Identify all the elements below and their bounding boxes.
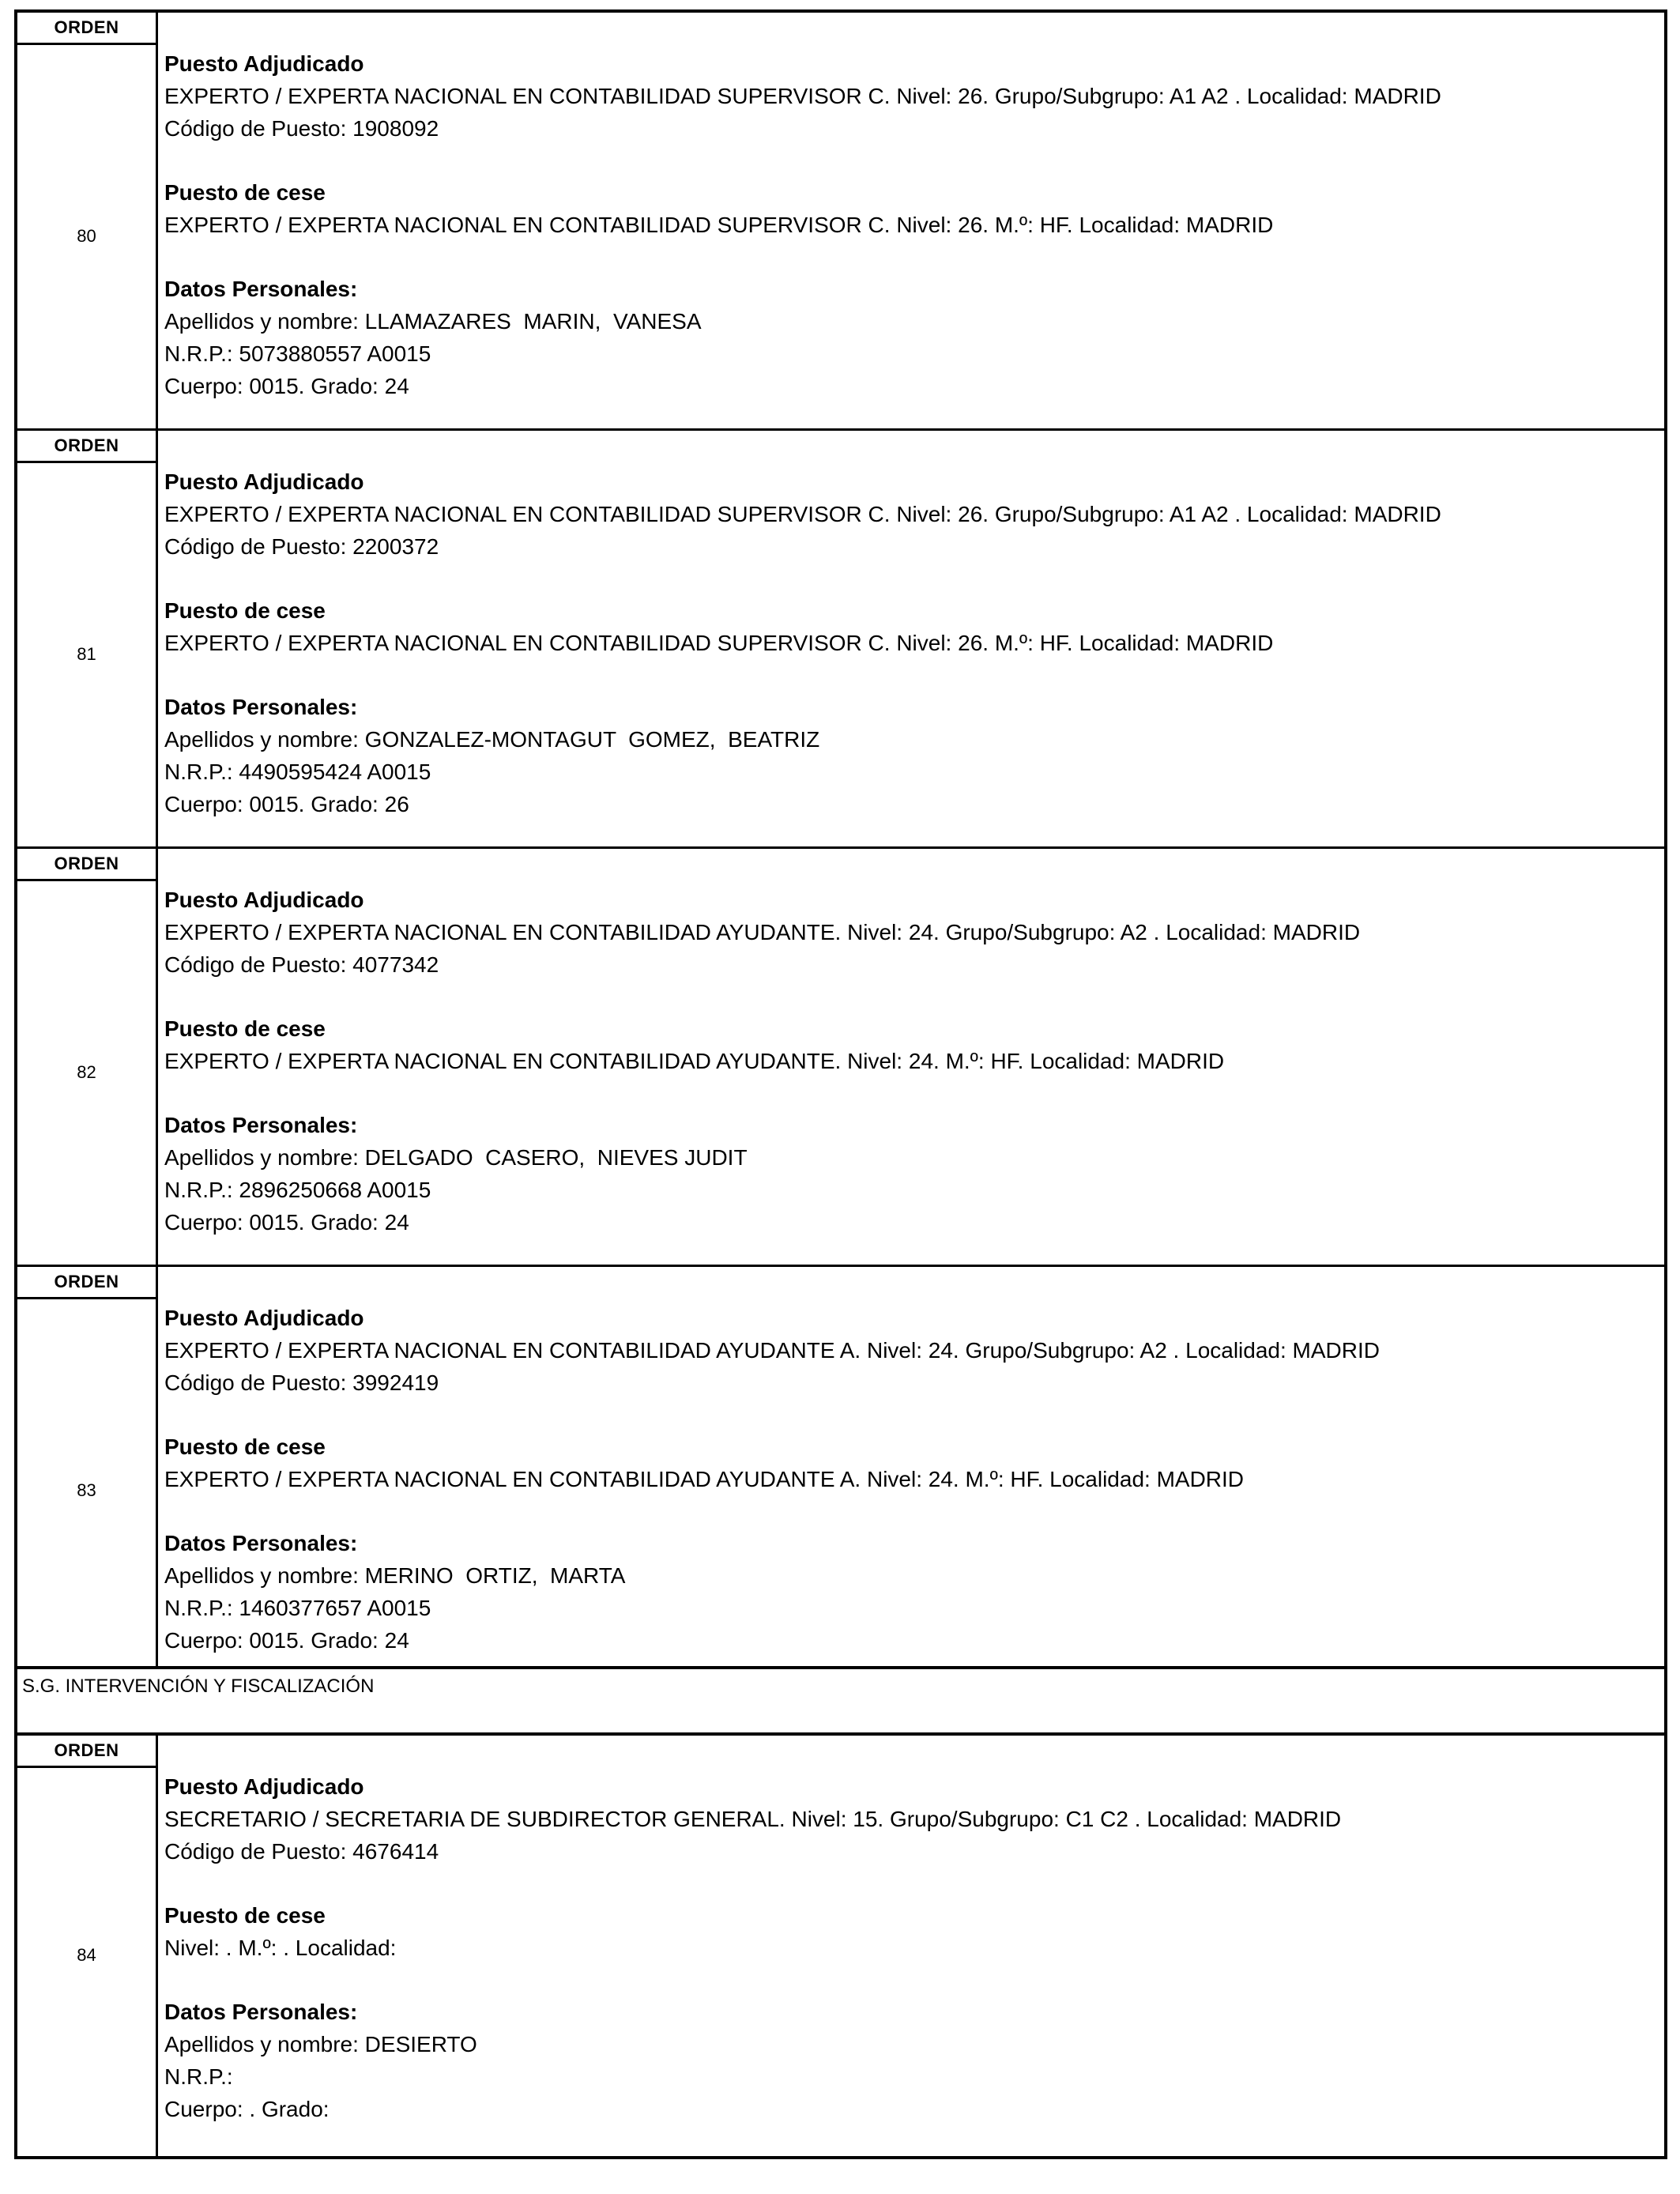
orden-cell <box>17 431 158 846</box>
orden-cell <box>17 1267 158 1666</box>
puesto-adjudicado-heading: Puesto Adjudicado <box>164 1306 364 1330</box>
puesto-adjudicado-heading: Puesto Adjudicado <box>164 888 364 912</box>
codigo-puesto: Código de Puesto: 2200372 <box>164 534 439 559</box>
orden-header: ORDEN <box>17 1267 156 1299</box>
orden-number: 81 <box>77 644 96 664</box>
cuerpo-grado: Cuerpo: 0015. Grado: 24 <box>164 374 409 398</box>
datos-personales-heading: Datos Personales: <box>164 1113 358 1137</box>
entry-row <box>17 1267 1664 1666</box>
puesto-adjudicado-text: EXPERTO / EXPERTA NACIONAL EN CONTABILIDAD AYUDANTE A. Nivel: 24. Grupo/Subgrupo: A2 . Localidad: MADRID <box>164 1338 1380 1363</box>
puesto-cese-text: Nivel: . M.º: . Localidad: <box>164 1936 397 1960</box>
orden-header: ORDEN <box>17 1736 156 1768</box>
entry-details <box>158 431 1664 846</box>
apellidos-nombre: Apellidos y nombre: GONZALEZ-MONTAGUT GOMEZ, BEATRIZ <box>164 727 820 752</box>
puesto-cese-heading: Puesto de cese <box>164 180 326 205</box>
puesto-cese-text: EXPERTO / EXPERTA NACIONAL EN CONTABILIDAD SUPERVISOR C. Nivel: 26. M.º: HF. Localidad: MADRID <box>164 213 1274 237</box>
cuerpo-grado: Cuerpo: 0015. Grado: 26 <box>164 792 409 816</box>
entry-row <box>17 1736 1664 2156</box>
section-title: S.G. INTERVENCIÓN Y FISCALIZACIÓN <box>22 1676 375 1697</box>
orden-header: ORDEN <box>17 849 156 881</box>
datos-personales-heading: Datos Personales: <box>164 1531 358 1555</box>
apellidos-nombre: Apellidos y nombre: DESIERTO <box>164 2032 477 2056</box>
codigo-puesto: Código de Puesto: 1908092 <box>164 116 439 141</box>
puesto-cese-text: EXPERTO / EXPERTA NACIONAL EN CONTABILIDAD AYUDANTE A. Nivel: 24. M.º: HF. Localidad: MADRID <box>164 1467 1245 1491</box>
puesto-adjudicado-text: EXPERTO / EXPERTA NACIONAL EN CONTABILIDAD AYUDANTE. Nivel: 24. Grupo/Subgrupo: A2 . Localidad: MADRID <box>164 920 1361 944</box>
entry-details <box>158 1736 1664 2156</box>
apellidos-nombre: Apellidos y nombre: DELGADO CASERO, NIEVES JUDIT <box>164 1145 748 1170</box>
orden-number: 83 <box>77 1480 96 1500</box>
puesto-adjudicado-text: SECRETARIO / SECRETARIA DE SUBDIRECTOR GENERAL. Nivel: 15. Grupo/Subgrupo: C1 C2 . Localidad: MADRID <box>164 1807 1342 1831</box>
orden-header: ORDEN <box>17 431 156 463</box>
nrp: N.R.P.: <box>164 2064 233 2089</box>
orden-number: 82 <box>77 1062 96 1082</box>
nrp: N.R.P.: 5073880557 A0015 <box>164 341 431 366</box>
entry-row <box>17 431 1664 849</box>
codigo-puesto: Código de Puesto: 3992419 <box>164 1370 439 1395</box>
cuerpo-grado: Cuerpo: 0015. Grado: 24 <box>164 1210 409 1235</box>
nrp: N.R.P.: 4490595424 A0015 <box>164 760 431 784</box>
puesto-adjudicado-text: EXPERTO / EXPERTA NACIONAL EN CONTABILIDAD SUPERVISOR C. Nivel: 26. Grupo/Subgrupo: A1 A2 . Localidad: MADRID <box>164 84 1441 108</box>
cuerpo-grado: Cuerpo: . Grado: <box>164 2097 330 2121</box>
puesto-adjudicado-heading: Puesto Adjudicado <box>164 51 364 76</box>
entry-row <box>17 849 1664 1267</box>
cuerpo-grado: Cuerpo: 0015. Grado: 24 <box>164 1628 409 1653</box>
puesto-cese-text: EXPERTO / EXPERTA NACIONAL EN CONTABILIDAD AYUDANTE. Nivel: 24. M.º: HF. Localidad: MADRID <box>164 1049 1225 1073</box>
puesto-cese-heading: Puesto de cese <box>164 1903 326 1928</box>
entries-table-2 <box>14 1732 1667 2159</box>
apellidos-nombre: Apellidos y nombre: MERINO ORTIZ, MARTA <box>164 1563 626 1588</box>
orden-cell <box>17 13 158 428</box>
entries-table-1 <box>14 9 1667 1669</box>
puesto-cese-heading: Puesto de cese <box>164 1016 326 1041</box>
codigo-puesto: Código de Puesto: 4077342 <box>164 952 439 977</box>
puesto-adjudicado-heading: Puesto Adjudicado <box>164 469 364 494</box>
puesto-cese-heading: Puesto de cese <box>164 598 326 623</box>
puesto-cese-heading: Puesto de cese <box>164 1434 326 1459</box>
puesto-adjudicado-heading: Puesto Adjudicado <box>164 1774 364 1799</box>
orden-cell <box>17 849 158 1265</box>
entry-details <box>158 1267 1664 1666</box>
orden-number: 80 <box>77 226 96 246</box>
codigo-puesto: Código de Puesto: 4676414 <box>164 1839 439 1864</box>
datos-personales-heading: Datos Personales: <box>164 695 358 719</box>
orden-header: ORDEN <box>17 13 156 45</box>
entry-details <box>158 13 1664 428</box>
entry-details <box>158 849 1664 1265</box>
datos-personales-heading: Datos Personales: <box>164 277 358 301</box>
orden-cell <box>17 1736 158 2156</box>
apellidos-nombre: Apellidos y nombre: LLAMAZARES MARIN, VANESA <box>164 309 702 334</box>
puesto-adjudicado-text: EXPERTO / EXPERTA NACIONAL EN CONTABILIDAD SUPERVISOR C. Nivel: 26. Grupo/Subgrupo: A1 A2 . Localidad: MADRID <box>164 502 1441 526</box>
nrp: N.R.P.: 1460377657 A0015 <box>164 1596 431 1620</box>
orden-number: 84 <box>77 1945 96 1965</box>
entry-row <box>17 13 1664 431</box>
datos-personales-heading: Datos Personales: <box>164 2000 358 2024</box>
puesto-cese-text: EXPERTO / EXPERTA NACIONAL EN CONTABILIDAD SUPERVISOR C. Nivel: 26. M.º: HF. Localidad: MADRID <box>164 631 1274 655</box>
section-header <box>14 1669 1667 1732</box>
nrp: N.R.P.: 2896250668 A0015 <box>164 1178 431 1202</box>
